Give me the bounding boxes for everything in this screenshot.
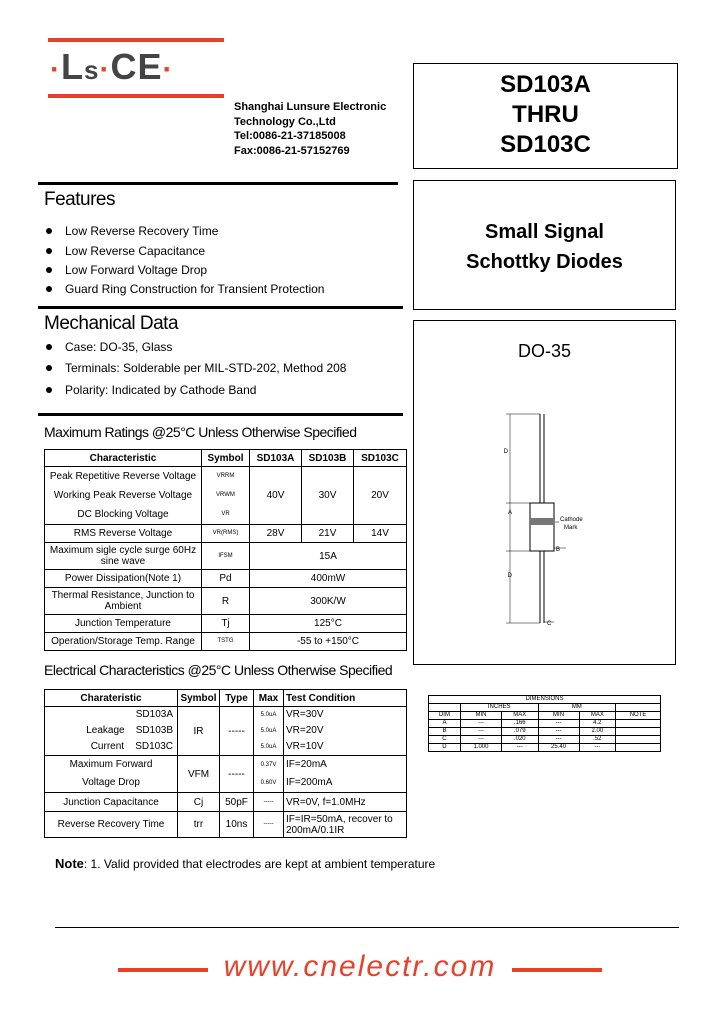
part-number-box: SD103A THRU SD103C xyxy=(413,63,678,169)
mechanical-title: Mechanical Data xyxy=(44,313,179,334)
company-info: Shanghai Lunsure Electronic Technology Co.,Ltd Tel:0086-21-37185008 Fax:0086-21-57152769 xyxy=(234,101,387,157)
website-link[interactable]: www.cnelectr.com xyxy=(223,950,497,983)
mark-label: Mark xyxy=(564,525,578,531)
table-row: Junction Capacitance Cj 50pF ----- VR=0V, f=1.0MHz xyxy=(45,793,407,812)
company-logo: ·Ls·CE· xyxy=(50,46,174,87)
table-row: A --- .166 --- 4.2 xyxy=(429,720,661,728)
table-row: SD103A Leakage SD103B Current SD103C IR ----- 5.0uA 5.0uA 5.0uA VR=30V VR=20V VR=10V xyxy=(45,707,407,756)
max-ratings-title: Maximum Ratings @25°C Unless Otherwise Specified xyxy=(44,424,357,440)
electrical-table: Charateristic Symbol Type Max Test Condition SD103A Leakage SD103B Current SD103C IR ----- 5.0uA 5.0uA 5.0uA VR=30V VR=20V VR=10V Maximum Forward Voltage Drop VFM ----- 0.37V 0.60V IF=20mA IF=200mA Junction Capacitance Cj 50pF ----- VR=0V, f=1.0MHz Reverse Recovery Time trr 10ns ----- IF=IR=50mA, recover to 200mA/0.1IR xyxy=(44,689,407,838)
table-row: Junction Temperature Tj 125°C xyxy=(45,615,407,633)
footnote: Note: 1. Valid provided that electrodes are kept at ambient temperature xyxy=(55,856,436,871)
mechanical-rule xyxy=(38,306,403,309)
dim-label-c: C xyxy=(547,621,552,627)
table-row: Maximum sigle cycle surge 60Hz sine wave IFSM 15A xyxy=(45,543,407,570)
table-row: Peak Repetitive Reverse Voltage Working Peak Reverse Voltage DC Blocking Voltage VRRM VRWM VR 40V 30V 20V xyxy=(45,467,407,525)
features-title: Features xyxy=(44,189,115,210)
ratings-rule xyxy=(38,413,403,416)
package-drawing-box xyxy=(413,320,676,665)
website-line-right xyxy=(512,968,602,972)
table-row: Thermal Resistance, Junction to Ambient R 300K/W xyxy=(45,588,407,615)
logo-bottom-bar xyxy=(48,94,224,98)
diode-drawing xyxy=(414,321,677,666)
cathode-label: Cathode xyxy=(560,517,583,523)
electrical-title: Electrical Characteristics @25°C Unless Otherwise Specified xyxy=(44,662,393,678)
max-ratings-table: Characteristic Symbol SD103A SD103B SD103C Peak Repetitive Reverse Voltage Working Peak Reverse Voltage DC Blocking Voltage VRRM VRWM VR 40V 30V 20V RMS Reverse Voltage VR(RMS) 28V 21V 14V Maximum sigle cycle surge 60Hz sine wave IFSM 15A Power Dissipation(Note 1) Pd 400mW Thermal Resistance, Junction to Ambient R 300K/W Junction Temperature Tj 125°C Operation/Storage Temp. Range TSTG -55 to +150°C xyxy=(44,449,407,651)
features-rule xyxy=(38,182,398,185)
product-type-box: Small Signal Schottky Diodes xyxy=(413,180,676,310)
dim-label-b: B xyxy=(556,547,561,553)
table-row: Reverse Recovery Time trr 10ns ----- IF=IR=50mA, recover to 200mA/0.1IR xyxy=(45,812,407,838)
table-row: Power Dissipation(Note 1) Pd 400mW xyxy=(45,570,407,588)
table-row: Maximum Forward Voltage Drop VFM ----- 0.37V 0.60V IF=20mA IF=200mA xyxy=(45,756,407,793)
table-row: B --- .079 --- 2.00 xyxy=(429,728,661,736)
table-row: D 1.000 --- 25.40 --- xyxy=(429,744,661,752)
dim-label-d-bottom: D xyxy=(507,573,512,579)
table-row: C --- .020 --- .52 xyxy=(429,736,661,744)
table-row: RMS Reverse Voltage VR(RMS) 28V 21V 14V xyxy=(45,525,407,543)
footer-rule xyxy=(55,927,679,928)
table-row: Operation/Storage Temp. Range TSTG -55 to +150°C xyxy=(45,633,407,651)
package-title: DO-35 xyxy=(517,341,571,361)
logo-top-bar xyxy=(48,38,224,42)
dimensions-table: DIMENSIONS INCHES MM DIM MIN MAX MIN MAX NOTE A --- .166 --- 4.2 B --- .079 --- 2.00 C --- .020 --- .52 D 1.000 --- 25.40 --- xyxy=(428,695,661,752)
dim-label-d-top: D xyxy=(503,449,508,455)
dim-label-a: A xyxy=(507,510,512,516)
